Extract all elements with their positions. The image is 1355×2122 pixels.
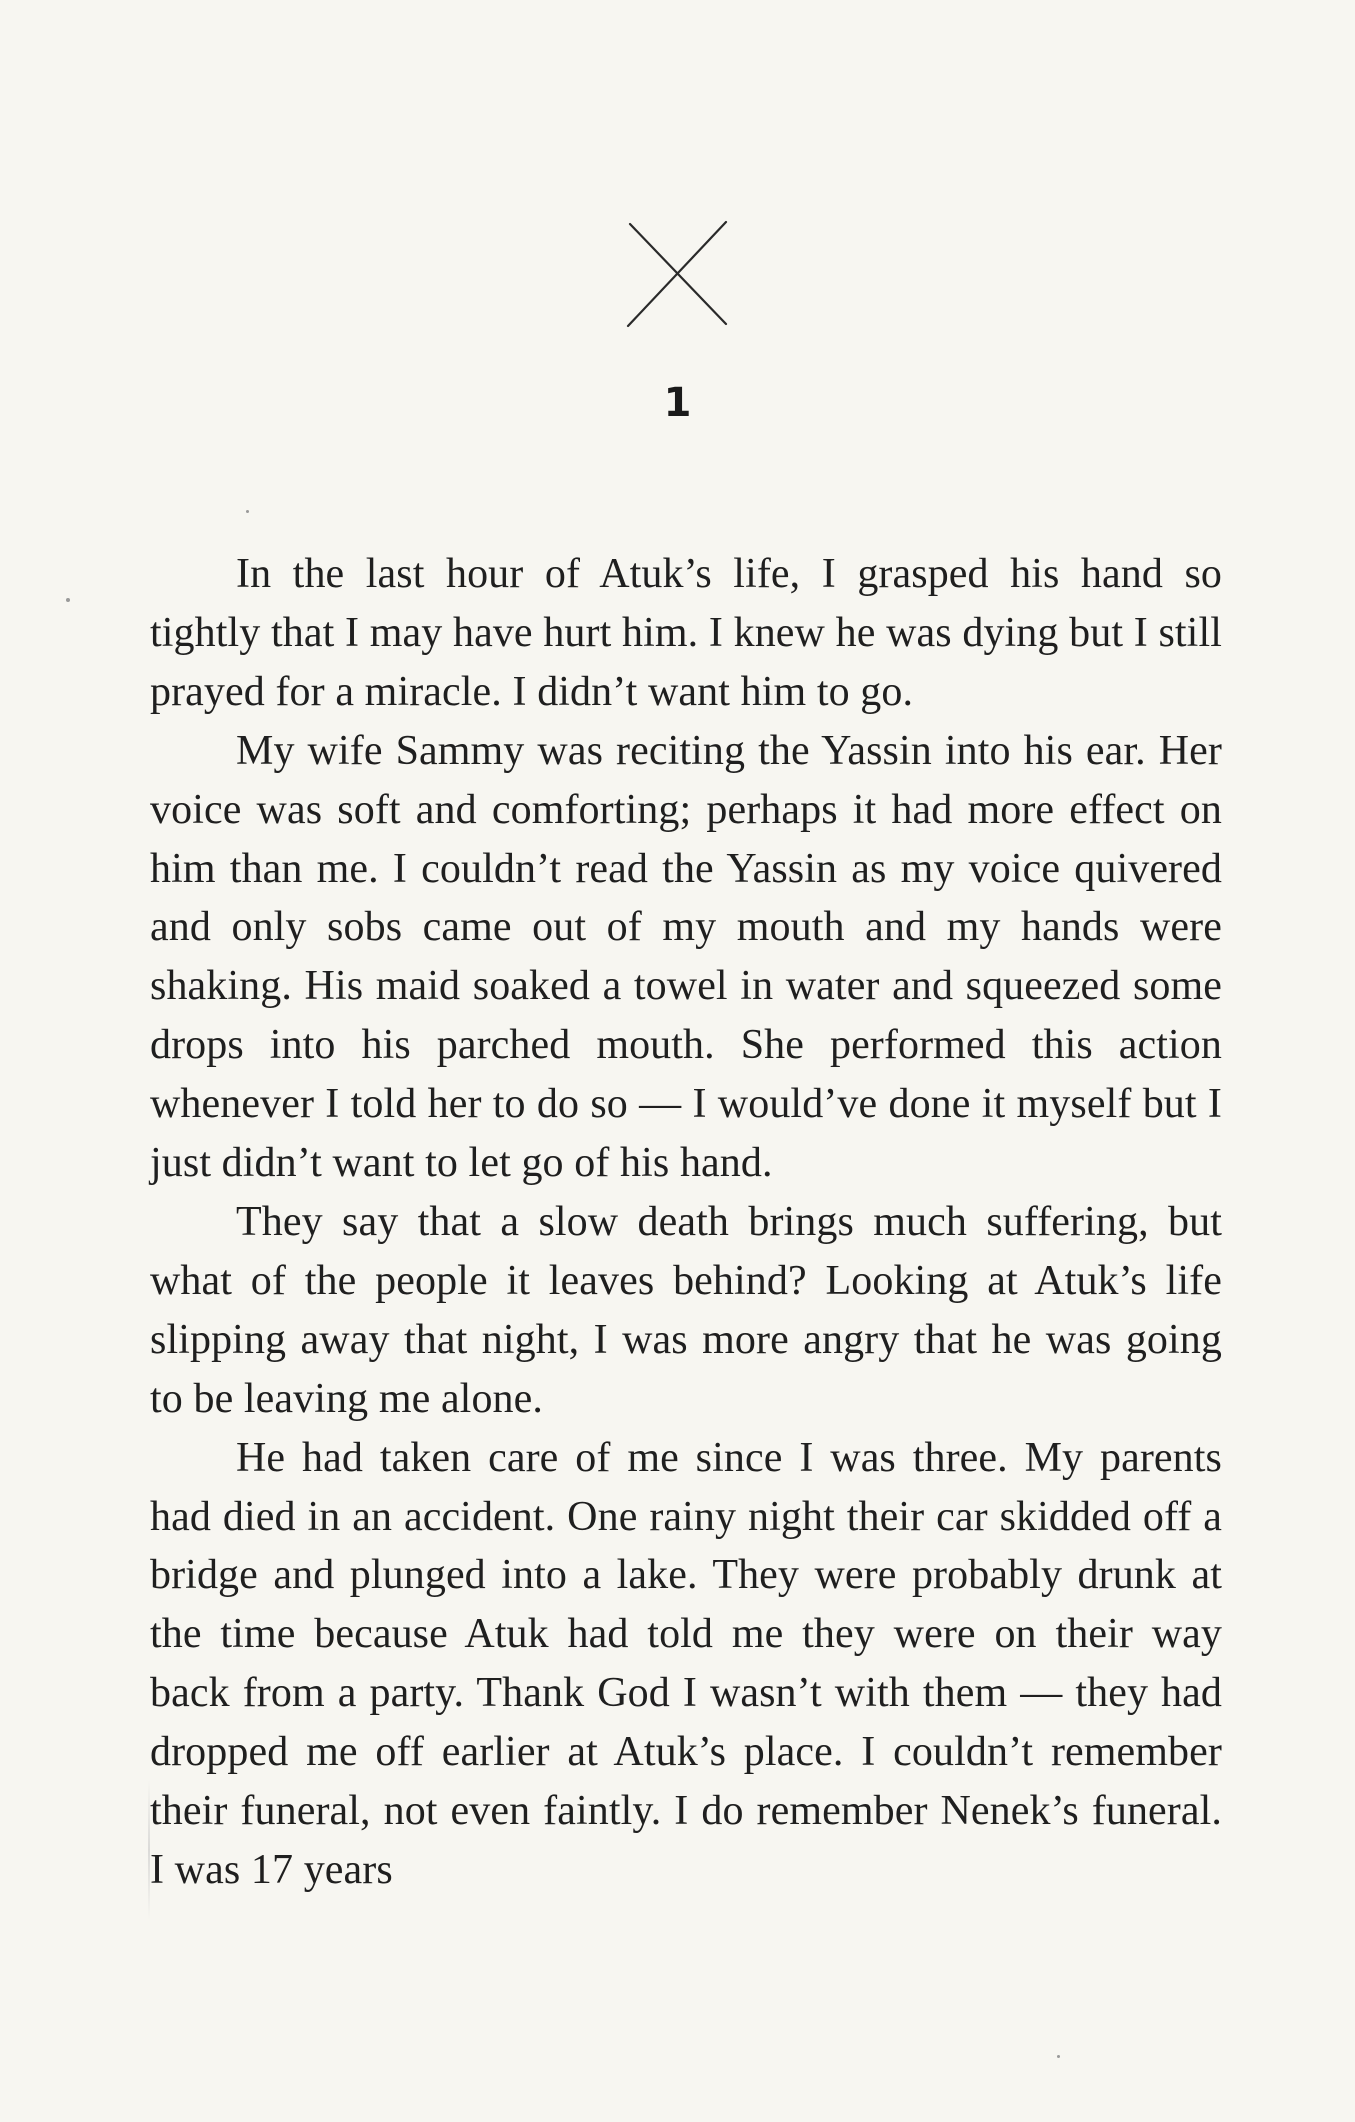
chapter-body — [150, 545, 1222, 1900]
paragraph: In the last hour of Atuk’s life, I grasped his hand so tightly that I may have hurt him. I knew he was dying but I still prayed for a miracle. I didn’t want him to go. — [150, 551, 1222, 715]
x-cross-ornament-icon — [622, 218, 732, 330]
paper-speck — [246, 510, 249, 513]
paragraph: They say that a slow death brings much suffering, but what of the people it leaves behind? Looking at Atuk’s life slipping away that night, I was more angry that he was going to be leaving me alone. — [150, 1198, 1222, 1422]
paragraph: My wife Sammy was reciting the Yassin into his ear. Her voice was soft and comforting; perhaps it had more effect on him than me. I couldn’t read the Yassin as my voice quivered and only sobs came out of my mouth and my hands were shaking. His maid soaked a towel in water and squeezed some drops into his parched mouth. She performed this action whenever I told her to do so — I would’ve done it myself but I just didn’t want to let go of his hand. — [150, 727, 1222, 1187]
paper-speck — [1057, 2055, 1060, 2058]
paper-speck — [66, 598, 70, 602]
paragraph: He had taken care of me since I was three. My parents had died in an accident. One rainy night their car skidded off a bridge and plunged into a lake. They were probably drunk at the time because Atuk had told me they were on their way back from a party. Thank God I wasn’t with them — they had dropped me off earlier at Atuk’s place. I couldn’t remember their funeral, not even faintly. I do remember Nenek’s funeral. I was 17 years — [150, 1434, 1222, 1893]
chapter-number: 1 — [663, 380, 692, 426]
